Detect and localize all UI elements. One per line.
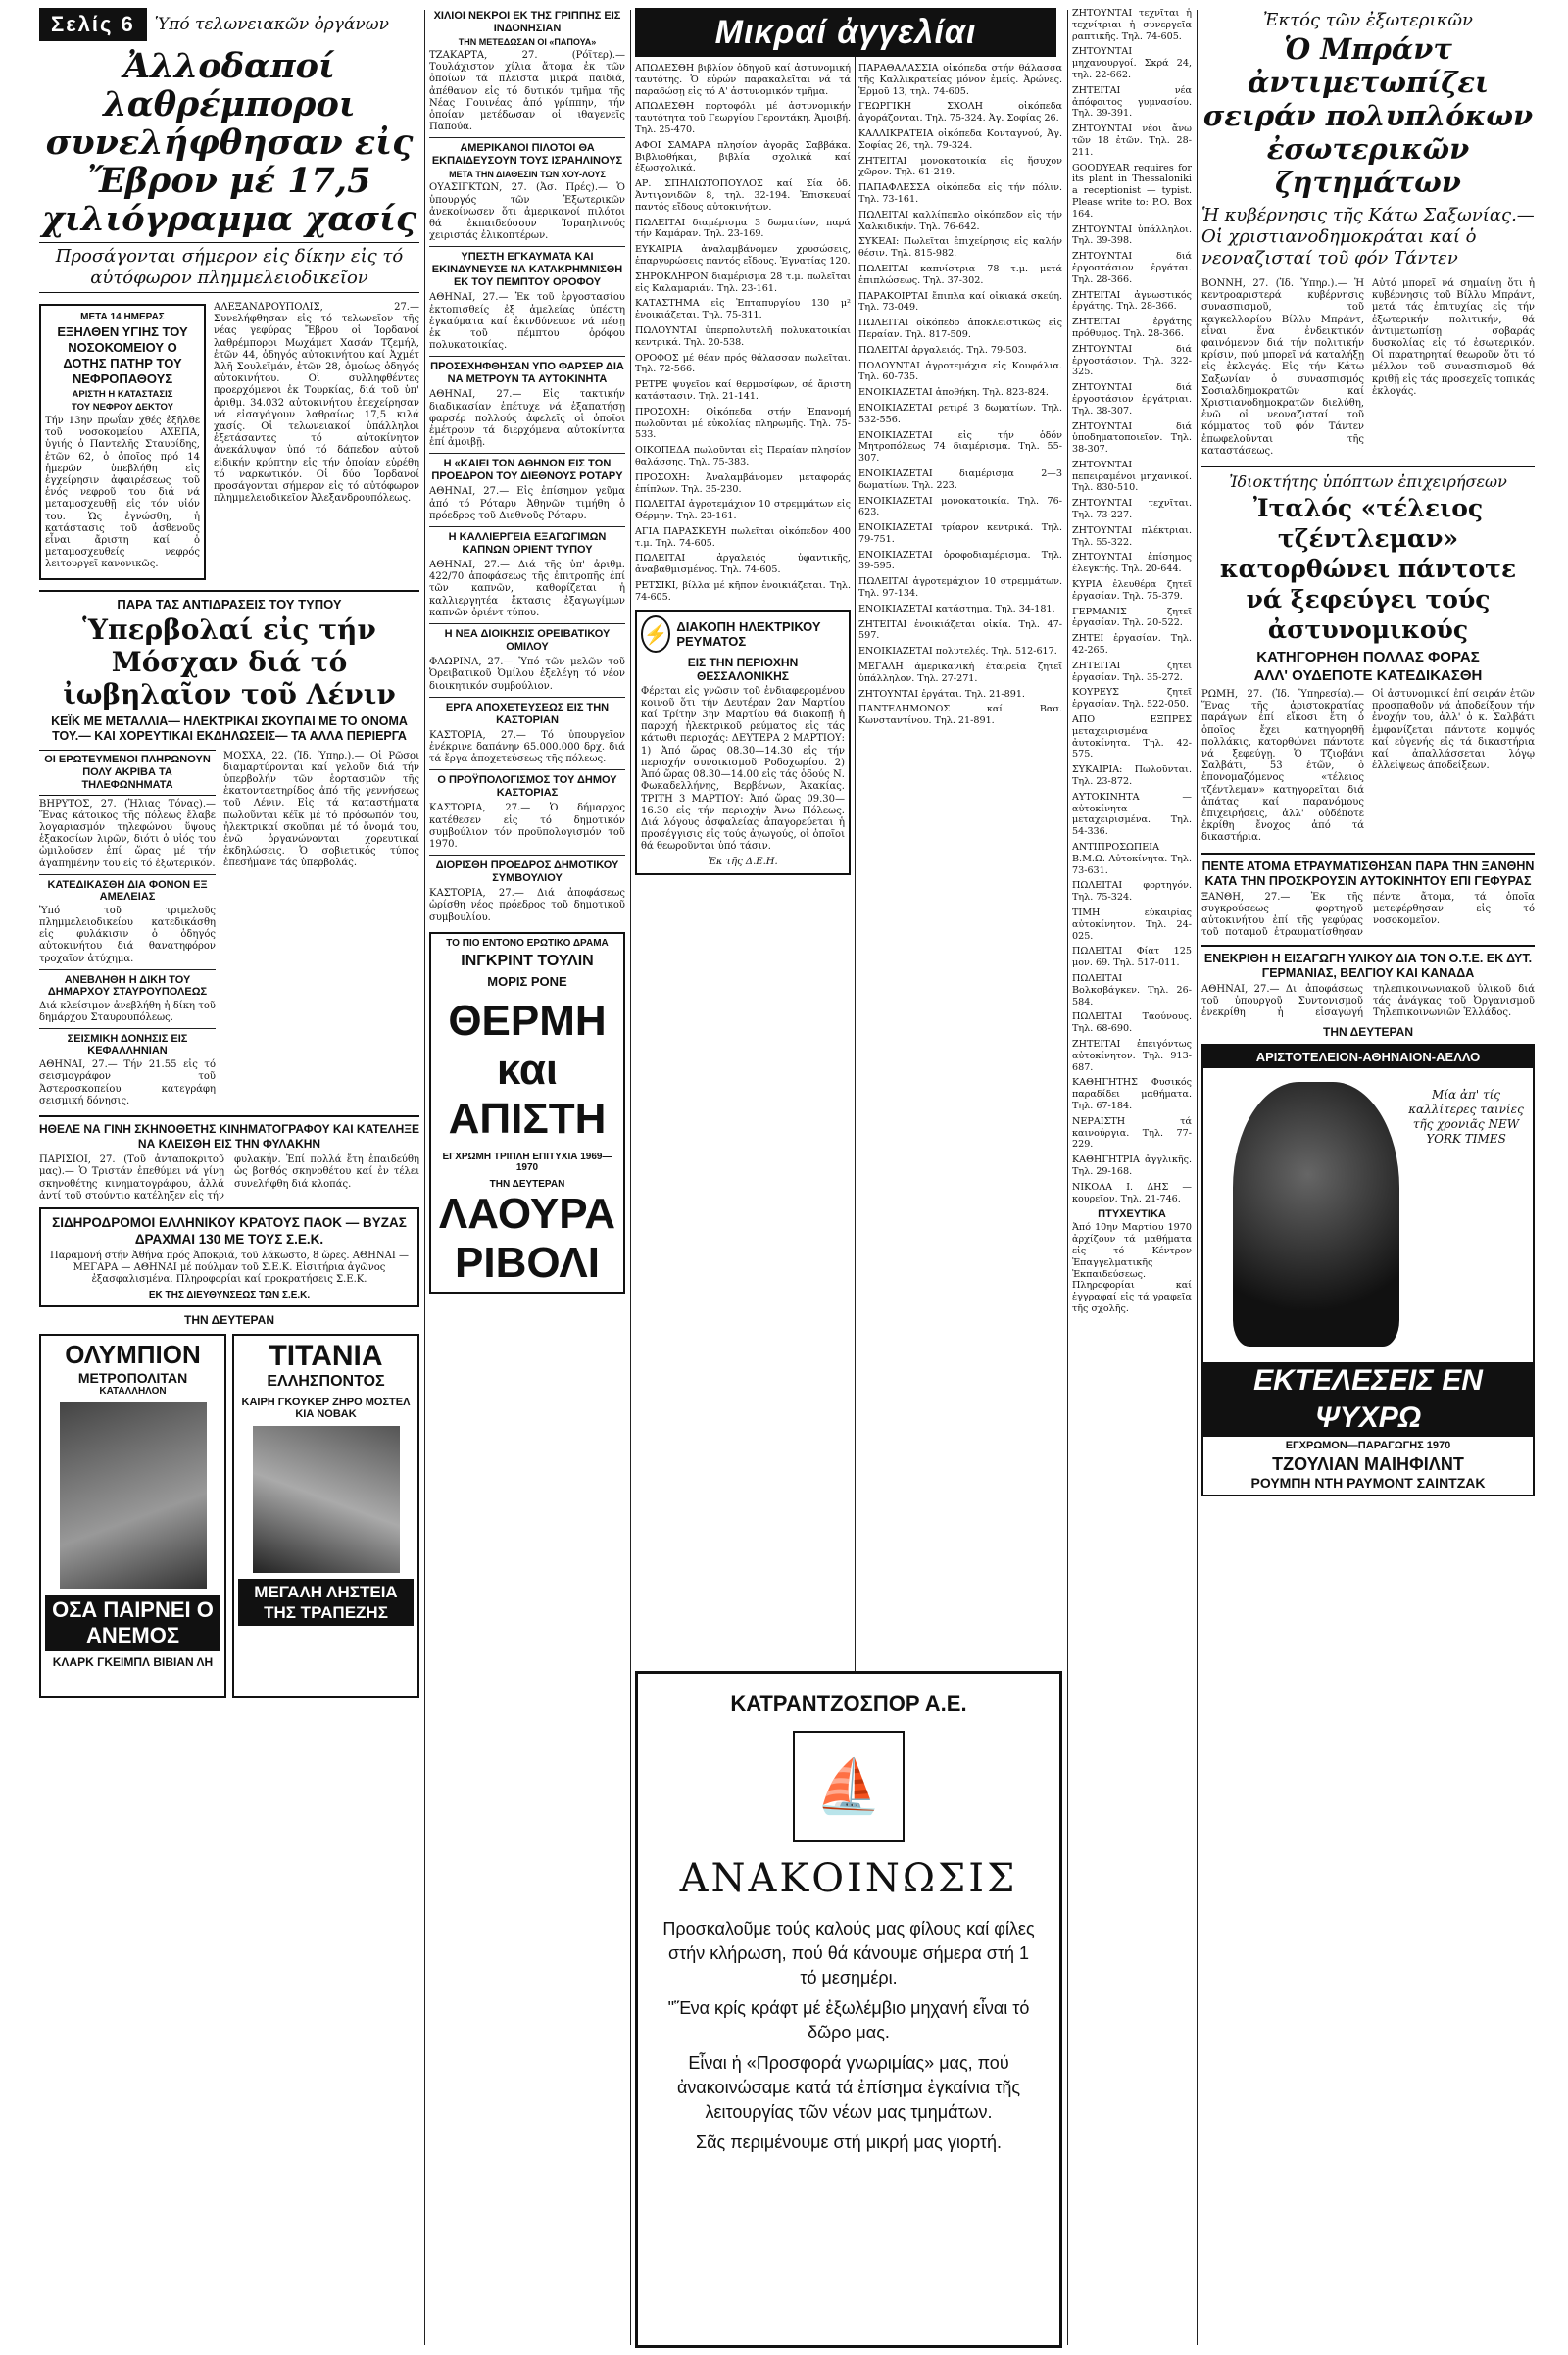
headline: Ὁ Μπράντ ἀντιμετωπίζει σειράν πολυπλόκων ἐσωτερικῶν ζητημάτων [1202,32,1534,199]
classified-ad: GOODYEAR requires for its plant in Thessaloniki a receptionist — typist. Please write to: P.O. Box 164. [1072,162,1192,220]
classified-ad: ΕΝΟΙΚΙΑΖΕΤΑΙ εἰς τήν ὁδόν Μητροπόλεως 74 διαμέρισμα. Τηλ. 55-307. [858,429,1062,465]
classified-ad: ΠΩΛΕΙΤΑΙ Βολκσβάγκεν. Τηλ. 26-584. [1072,972,1192,1007]
subheading: ΥΠΕΣΤΗ ΕΓΚΑΥΜΑΤΑ ΚΑΙ ΕΚΙΝΔΥΝΕΥΣΕ ΝΑ ΚΑΤΑΚΡΗΜΝΙΣΘΗ ΕΚ ΤΟΥ ΠΕΜΠΤΟΥ ΟΡΟΦΟΥ [431,251,623,289]
classified-ad: ΠΩΛΕΙΤΑΙ φορτηγόν. Τηλ. 75-324. [1072,880,1192,904]
notice-subtitle: ΕΙΣ ΤΗΝ ΠΕΡΙΟΧΗΝ ΘΕΣΣΑΛΟΝΙΚΗΣ [687,655,799,683]
article-text: ΑΘΗΝΑΙ, 27.— Δι' ἀποφάσεως τοῦ ὑπουργοῦ Συντονισμοῦ ἐνεκρίθη ἡ εἰσαγωγή τηλεπικοινωνιακοῦ ὑλικοῦ διά τάς ἀνάγκας τοῦ Ὀργανισμοῦ Τηλεπικοινωνιῶν Ἑλλάδος. [1201,983,1535,1018]
classified-ad: ΖΗΤΕΙΤΑΙ νέα ἀπόφοιτος γυμνασίου. Τηλ. 39-391. [1072,84,1192,120]
classified-ad: ΖΗΤΟΥΝΤΑΙ τεχνῖται ἡ τεχνίτριαι ἡ συνεργεῖα ραπτικῆς. Τηλ. 74-605. [1072,8,1192,42]
film-cast: ΚΑΙΡΗ ΓΚΟΥΚΕΡ ΖΗΡΟ ΜΟΣΤΕΛ ΚΙΑ ΝΟΒΑΚ [241,1396,411,1420]
cinema-sub: ΕΛΛΗΣΠΟΝΤΟΣ [267,1372,385,1390]
cinema-header: ΤΗΝ ΔΕΥΤΕΡΑΝ [184,1312,274,1327]
company-name: ΚΑΤΡΑΝΤΖΟΣΠΟΡ Α.Ε. [730,1692,967,1716]
classified-ad: ΑΓΙΑ ΠΑΡΑΣΚΕΥΗ πωλεῖται οἰκόπεδον 400 τ.μ. Τηλ. 74-605. [635,525,851,549]
classifieds-list [1072,8,1192,1204]
subheading: ΤΗΝ ΜΕΤΕΔΩΣΑΝ ΟΙ «ΠΑΠΟΥΑ» [458,37,597,47]
classified-ad: ΕΝΟΙΚΙΑΖΕΤΑΙ τρίαρον κεντρικά. Τηλ. 79-751. [858,522,1062,545]
classified-ad: ΣΥΚΑΙΡΙΑ: Πωλοῦνται. Τηλ. 23-872. [1072,764,1192,788]
cinema-quote: Μία ἀπ' τίς καλλίτερες ταινίες τῆς χρονιᾶς NEW YORK TIMES [1408,1088,1524,1147]
ad-title: ΤΟ ΠΙΟ ΕΝΤΟΝΟ ΕΡΩΤΙΚΟ ΔΡΑΜΑ [446,937,609,949]
announcement-text: Εἶναι ἡ «Προσφορά γνωριμίας» μας, πού ἀνακοινώσαμε κατά τά ἐπίσημα ἐγκαίνια τῆς λειτουργίας τῶν νέων μας τμημάτων. [676,2053,1021,2122]
film-title: ΘΕΡΜΗ και ΑΠΙΣΤΗ [448,996,607,1143]
subheading: Η ΚΑΛΛΙΕΡΓΕΙΑ ΕΞΑΓΩΓΙΜΩΝ ΚΑΠΝΩΝ ΟΡΙΕΝΤ ΤΥΠΟΥ [448,531,607,557]
classified-ad: ΖΗΤΟΥΝΤΑΙ διά ὑποδηματοποιεῖον. Τηλ. 38-307. [1072,420,1192,456]
column-rule [1197,10,1198,2345]
article-text: ΑΘΗΝΑΙ, 27.— Τήν 21.55 εἰς τό σεισμογράφον τοῦ Ἀστεροσκοπείου κατεγράφη σεισμική δόνησις. [39,1059,216,1106]
classified-ad: ΕΝΟΙΚΙΑΖΕΤΑΙ ἀποθήκη. Τηλ. 823-824. [858,387,1049,399]
subheading: ΕΝΕΚΡΙΘΗ Η ΕΙΣΑΓΩΓΗ ΥΛΙΚΟΥ ΔΙΑ ΤΟΝ Ο.Τ.Ε. ΕΚ ΔΥΤ. ΓΕΡΜΑΝΙΑΣ, ΒΕΛΓΙΟΥ ΚΑΙ ΚΑΝΑΔΑ [1203,951,1533,980]
classified-ad: ΕΝΟΙΚΙΑΖΕΤΑΙ πολυτελές. Τηλ. 512-617. [858,646,1057,658]
classified-ad: ΠΡΟΣΟΧΗ: Ἀναλαμβάνομεν μεταφοράς ἐπίπλων. Τηλ. 35-230. [635,471,851,495]
cinema-sub: ΜΕΤΡΟΠΟΛΙΤΑΝ [77,1369,188,1386]
classified-ad: ΠΩΛΕΙΤΑΙ διαμέρισμα 3 δωματίων, παρά τήν Καμάραν. Τηλ. 23-169. [635,217,851,240]
box-footer: ΕΚ ΤΗΣ ΔΙΕΥΘΥΝΣΕΩΣ ΤΩΝ Σ.Ε.Κ. [148,1289,311,1300]
classified-ad: ΖΗΤΟΥΝΤΑΙ τεχνῖται. Τηλ. 73-227. [1072,498,1192,521]
classified-ad: ΣΥΚΕΑΙ: Πωλεῖται ἐπιχείρησις εἰς καλήν θέσιν. Τηλ. 815-982. [858,236,1062,260]
column-rule [1067,10,1068,2345]
classified-ad: ΚΑΘΗΓΗΤΡΙΑ ἀγγλικῆς. Τηλ. 29-168. [1072,1154,1192,1177]
ad-note: ΕΓΧΡΩΜΗ ΤΡΙΠΛΗ ΕΠΙΤΥΧΙΑ 1969—1970 [442,1151,612,1173]
classified-ad: ΠΡΟΣΟΧΗ: Οἰκόπεδα στήν Ἐπανομή πωλοῦνται μέ εὐκολίας πληρωμῆς. Τηλ. 75-533. [635,406,851,441]
box-title: ΟΙ ΕΡΩΤΕΥΜΕΝΟΙ ΠΛΗΡΩΝΟΥΝ ΠΟΛΥ ΑΚΡΙΒΑ ΤΑ ΤΗΛΕΦΩΝΗΜΑΤΑ [39,750,216,796]
subheading: ΚΑΤΕΔΙΚΑΣΘΗ ΔΙΑ ΦΟΝΟΝ ΕΞ ΑΜΕΛΕΙΑΣ [47,878,208,903]
classified-ad: ΑΡ. ΣΠΗΛΙΩΤΟΠΟΥΛΟΣ καί Σία ὁδ. Ἀντιγονιδῶν 8, τηλ. 32-194. Ἐπισκευαί παντός εἴδους αὐτοκινήτων. [635,178,851,213]
article-text: ΑΘΗΝΑΙ, 27.— Διά τῆς ὑπ' ἀριθμ. 422/70 ἀποφάσεως τῆς ἐπιτροπῆς ἐπί τῶν καπνῶν, καθορίζεται ἡ καλλιεργητέα ἔκτασις ἐξαγωγίμων καπνῶν ὀριέντ τύπου. [429,560,625,618]
classified-ad: ΕΝΟΙΚΙΑΖΕΤΑΙ ρετιρέ 3 δωματίων. Τηλ. 532-556. [858,402,1062,425]
classified-ad: ΕΝΟΙΚΙΑΖΕΤΑΙ ὁροφοδιαμέρισμα. Τηλ. 39-595. [858,549,1062,572]
classified-ad: ΠΑΡΑΚΟΙΡΤΑΙ ἔπιπλα καί οἰκιακά σκεύη. Τηλ. 73-049. [858,290,1062,314]
cinema-name: ΛΑΟΥΡΑ ΡΙΒΟΛΙ [438,1189,616,1287]
classified-ad: ΠΑΡΑΘΑΛΑΣΣΙΑ οἰκόπεδα στήν θάλασσα τῆς Καλλικρατείας μόνον ἐμείς. Ἀρώνες. Ἑρμοῦ 13, τηλ. 74-605. [858,63,1062,97]
article-text: ΞΑΝΘΗ, 27.— Ἐκ τῆς συγκρούσεως φορτηγοῦ αὐτοκινήτου ἐπί τῆς γεφύρας τοῦ ποταμοῦ ἐτραυματίσθησαν πέντε ἄτομα, τά ὁποῖα μετεφέρθησαν εἰς τό νοσοκομεῖον. [1201,891,1535,939]
article-text: Ἀπό 10ην Μαρτίου 1970 ἀρχίζουν τά μαθήματα εἰς τό Κέντρον Ἐπαγγελματικῆς Ἐκπαιδεύσεως. Πληροφορίαι καί ἐγγραφαί εἰς τά γραφεῖα τῆς σχολῆς. [1072,1222,1192,1314]
classified-ad: ΤΙΜΗ εὐκαιρίας αὐτοκίνητον. Τηλ. 24-025. [1072,907,1192,942]
article-text: ΦΛΩΡΙΝΑ, 27.— Ὑπό τῶν μελῶν τοῦ Ὀρειβατικοῦ Ὀμίλου ἐξελέγη τό νέον διοικητικόν συμβούλιον. [429,657,625,692]
notice-title: ΔΙΑΚΟΠΗ ΗΛΕΚΤΡΙΚΟΥ ΡΕΥΜΑΤΟΣ [676,618,821,649]
subheading: ΧΙΛΙΟΙ ΝΕΚΡΟΙ ΕΚ ΤΗΣ ΓΡΙΠΠΗΣ ΕΙΣ ΙΝΔΟΝΗΣΙΑΝ [433,10,621,34]
article-text: ΑΘΗΝΑΙ, 27.— Εἰς τακτικήν διαδικασίαν ἐπέτυχε νά ἐξαπατήσῃ φαρσέρ πολλούς ἀφελεῖς οἱ ὁποῖοι ἐμέτρουν τά διερχόμενα αὐτοκίνητα ἐπί ἀμοιβῇ. [429,389,625,449]
headline: Ὑπερβολαί εἰς τήν Μόσχαν διά τό ἰωβηλαῖον τοῦ Λένιν [63,613,396,711]
column-6 [1201,8,1535,2345]
film-title: ΜΕΓΑΛΗ ΛΗΣΤΕΙΑ ΤΗΣ ΤΡΑΠΕΖΗΣ [238,1579,414,1626]
classified-ad: ΖΗΤΟΥΝΤΑΙ πεπειραμένοι μηχανικοί. Τηλ. 830-510. [1072,459,1192,494]
subheading: ΕΡΓΑ ΑΠΟΧΕΤΕΥΣΕΩΣ ΕΙΣ ΤΗΝ ΚΑΣΤΟΡΙΑΝ [445,701,610,726]
classified-ad: ΖΗΤΕΙΤΑΙ μονοκατοικία εἰς ἥσυχον χῶρον. Τηλ. 61-219. [858,155,1062,178]
subheading: ΑΝΕΒΛΗΘΗ Η ΔΙΚΗ ΤΟΥ ΔΗΜΑΡΧΟΥ ΣΤΑΥΡΟΥΠΟΛΕΩΣ [47,973,208,998]
classified-ad: ΠΩΛΕΙΤΑΙ ἀργαλειός. Τηλ. 79-503. [858,344,1027,356]
article-text: ΡΩΜΗ, 27. (Ἰδ. Ὑπηρεσία).— Ἕνας τῆς ἀριστοκρατίας παράγων ἐπί εἴκοσι ἔτη ὁ ὁποῖος ἔχει κατηγορηθῆ πολλάκις, κατορθώνει πάντοτε νά ξεφεύγῃ. Ὁ Τζιοβάνι Σαλβάτι, 53 ἐτῶν, ὁ ἐπονομαζόμενος «τέλειος τζέντλεμαν» κατηγορεῖται διά ἀπάτας καί παρανόμους ἐπιχειρήσεις, ἀλλ' οὐδέποτε ἐκρίθη ἔνοχος ἀπό τά δικαστήρια. [1201,689,1364,844]
film-title: ΟΣΑ ΠΑΙΡΝΕΙ Ο ΑΝΕΜΟΣ [45,1595,220,1651]
column-rule [424,10,425,2345]
classified-ad: ΜΕΓΑΛΗ ἀμερικανική ἑταιρεία ζητεῖ ὑπάλληλον. Τηλ. 27-271. [858,662,1062,684]
ad-costar: ΜΟΡΙΣ ΡΟΝΕ [487,973,567,989]
subhead: ΚΕΪΚ ΜΕ ΜΕΤΑΛΛΙΑ— ΗΛΕΚΤΡΙΚΑΙ ΣΚΟΥΠΑΙ ΜΕ ΤΟ ΟΝΟΜΑ ΤΟΥ.— ΚΑΙ ΧΟΡΕΥΤΙΚΑΙ ΕΚΔΗΛΩΣΕΙΣ— ΤΑ ΑΛΛΑ ΠΕΡΙΕΡΓΑ [51,713,408,743]
classified-ad: ΕΝΟΙΚΙΑΖΕΤΑΙ μονοκατοικία. Τηλ. 76-623. [858,495,1062,518]
notice-text: Φέρεται εἰς γνῶσιν τοῦ ἐνδιαφερομένου κοινοῦ ὅτι τήν Δευτέραν 2αν Μαρτίου καί Τρίτην 3ην Μαρτίου θά διακοπῇ ἡ παροχή ἠλεκτρικοῦ ρεύματος εἰς τάς κάτωθι περιοχάς: ΔΕΥΤΕΡΑ 2 ΜΑΡΤΙΟΥ: 1) Ἀπό ὥρας 08.30—14.30 εἰς τήν περιοχήν συνοικισμοῦ Ροδοχωρίου. 2) Ἀπό ὥρας 08.30—14.00 εἰς τάς ὁδούς Ν. Φωκαδελλήνης, Βερβένων, Ἀκακίας. ΤΡΙΤΗ 3 ΜΑΡΤΙΟΥ: Ἀπό ὥρας 09.30—16.30 εἰς τήν περιοχήν Ἀνω Πόλεως. Διά λόγους ἀσφαλείας ἀπαγορεύεται ἡ προσέγγισις εἰς τούς ἀγωγούς, οἱ ὁποῖοι θά θεωροῦνται ὑπό τάσιν. [641,685,845,853]
classified-ad: ΑΥΤΟΚΙΝΗΤΑ — αὐτοκίνητα μεταχειρισμένα. Τηλ. 54-336. [1072,791,1192,838]
article-text: ΑΛΕΞΑΝΔΡΟΥΠΟΛΙΣ, 27.— Συνελήφθησαν εἰς τό τελωνεῖον τῆς νέας γεφύρας Ἔβρου οἱ Ἰορδανοί λαθρέμποροι Μωχάμετ Χασάν Τζεμήλ, ἐτῶν 44, ὁδηγός αὐτοκινήτου καί Ἀχμέτ Ἀλῆ Σουλεϊμάν, ἐτῶν 28, ὁμοίως ὁδηγός αὐτοκινήτου. Οἱ συλληφθέντες προερχόμενοι ἐκ Τουρκίας, διά τοῦ ὑπ' ἀριθμ. 34.032 αὐτοκινήτου ἐπεχείρησαν νά εἰσαγάγουν λαθραίως 17,5 κιλά χασίς. Οἱ τελωνειακοί ὑπάλληλοι ἐξετάσαντες τό αὐτοκίνητον ἀνεκάλυψαν ὑπό τό δάπεδον αὐτοῦ εἰδικήν κρύπτην εἰς τήν ὁποίαν εὑρέθη τό ναρκωτικόν. Οἱ δύο Ἰορδανοί προσάγονται σήμερον εἰς τό αὐτόφωρον πλημμελειοδικεῖον Ἀλεξανδρουπόλεως. [214,302,419,505]
article-text: ΑΘΗΝΑΙ, 27.— Εἰς ἐπίσημον γεῦμα ἀπό τό Ρόταρυ Ἀθηνῶν τιμήθη ὁ πρόεδρος τοῦ Διεθνοῦς Ρόταρυ. [429,486,625,521]
article-text: ΑΘΗΝΑΙ, 27.— Ἐκ τοῦ ἐργοστασίου ἐκτοπισθείς ἐξ ἀμελείας ὑπέστη ἐγκαύματα καί ἐκινδύνευσε νά πέσῃ ἐκ τοῦ πέμπτου ὀρόφου πολυκατοικίας. [429,292,625,352]
subhead: ΚΑΤΗΓΟΡΗΘΗ ΠΟΛΛΑΣ ΦΟΡΑΣ [1256,649,1480,666]
subheading: ΠΕΝΤΕ ΑΤΟΜΑ ΕΤΡΑΥΜΑΤΙΣΘΗΣΑΝ ΠΑΡΑ ΤΗΝ ΞΑΝΘΗΝ ΚΑΤΑ ΤΗΝ ΠΡΟΣΚΡΟΥΣΙΝ ΑΥΤΟΚΙΝΗΤΟΥ ΕΠΙ ΓΕΦΥΡΑΣ [1201,859,1535,888]
notice-footer: Ἐκ τῆς Δ.Ε.Η. [708,856,778,867]
box-sub: ΑΡΙΣΤΗ Η ΚΑΤΑΣΤΑΣΙΣ [72,389,173,400]
cinema-name: ΟΛΥΜΠΙΟΝ [65,1339,201,1369]
subhead: Προσάγονται σήμερον εἰς δίκην εἰς τό αὐτόφωρον πλημμελειοδικεῖον [39,242,419,293]
film-production: ΕΓΧΡΩΜΟΝ—ΠΑΡΑΓΩΓΗΣ 1970 [1285,1440,1451,1452]
classified-ad: ΠΩΛΕΙΤΑΙ οἰκόπεδο ἀποκλειστικῶς εἰς Περαίαν. Τηλ. 817-509. [858,318,1062,340]
ad-note: ΤΗΝ ΔΕΥΤΕΡΑΝ [489,1178,565,1190]
classified-ad: ΖΗΤΟΥΝΤΑΙ διά ἐργοστάσιον ἐργάτριαι. Τηλ. 38-307. [1072,382,1192,417]
film-cast: ΤΖΟΥΛΙΑΝ ΜΑΙΗΦΙΛΝΤ [1272,1454,1464,1475]
classified-ad: ΖΗΤΕΙΤΑΙ ζητεῖ ἐργασίαν. Τηλ. 35-272. [1072,660,1192,683]
classified-ad: ΖΗΤΟΥΝΤΑΙ ἐργάται. Τηλ. 21-891. [858,688,1025,700]
classified-ad: ΠΩΛΕΙΤΑΙ ἀγροτεμάχιον 10 στρεμμάτων εἰς Θέρμην. Τηλ. 23-161. [635,499,851,522]
classified-ad: ΠΑΝΤΕΛΗΜΩΝΟΣ καί Βασ. Κωνσταντίνου. Τηλ. 21-891. [858,704,1062,727]
classified-ad: ΠΩΛΕΙΤΑΙ καπνίστρια 78 τ.μ. μετά ἐπιπλώσεως. Τηλ. 37-302. [858,263,1062,286]
classified-ad: ΠΩΛΕΙΤΑΙ καλλίπεπλο οἰκόπεδον εἰς τήν Χαλκιδικήν. Τηλ. 76-642. [858,209,1062,232]
article-text: ΤΖΑΚΑΡΤΑ, 27. (Ρόϊτερ).— Τουλάχιστον χίλια ἄτομα ἐκ τῶν ὁποίων τά πλεῖστα μικρά παιδιά, ἀπέθανον εἰς τό δυτικόν τμῆμα τῆς Νέας Γουινέας ἀπό γρίππην, τήν ὁποίαν μετέδωσαν οἱ ιθαγενεῖς Παπούα. [429,50,625,133]
subheading: ΑΜΕΡΙΚΑΝΟΙ ΠΙΛΟΤΟΙ ΘΑ ΕΚΠΑΙΔΕΥΣΟΥΝ ΤΟΥΣ ΙΣΡΑΗΛΙΝΟΥΣ [431,142,623,168]
classified-ad: ΟΡΟΦΟΣ μέ θέαν πρός θάλασσαν πωλεῖται. Τηλ. 72-566. [635,352,851,375]
film-title: ΕΚΤΕΛΕΣΕΙΣ ΕΝ ΨΥΧΡΩ [1203,1362,1533,1437]
subheading: Η «ΚΑΙΕΙ ΤΩΝ ΑΘΗΝΩΝ ΕΙΣ ΤΩΝ ΠΡΟΕΔΡΟΝ ΤΟΥ ΔΙΕΘΝΟΥΣ ΡΟΤΑΡΥ [431,458,623,483]
classified-ad: ΑΠΩΛΕΣΘΗ βιβλίον ὁδηγοῦ καί ἀστυνομική ταυτότης. Ὁ εὑρών παρακαλεῖται νά τά παραδώσῃ εἰς τό Α' ἀστυνομικόν τμῆμα. [635,63,851,97]
classified-ad: ΠΩΛΕΙΤΑΙ ἀργαλειός ὑφαντικῆς, ἀναβαθμισμένος. Τηλ. 74-605. [635,553,851,576]
cinema-loc: ΚΑΤΑΛΛΗΛΟΝ [99,1385,167,1397]
classified-ad: ΑΦΟΙ ΣΑΜΑΡΑ πλησίον ἀγορᾶς Σαββάκα. Βιβλιοθήκαι, βιβλία σχολικά καί ἐξωσχολικά. [635,139,851,174]
classified-ad: ΣΗΡΟΚΛΗΡΟΝ διαμέρισμα 28 τ.μ. πωλεῖται εἰς Καλαμαριάν. Τηλ. 23-161. [635,270,851,294]
classified-ad: ΑΠΩΛΕΣΘΗ πορτοφόλι μέ ἀστυνομικήν ταυτότητα τοῦ Γεωργίου Γεροντάκη. Ἀμοιβή. Τηλ. 25-470. [635,101,851,135]
classifieds-list [858,63,1062,727]
classified-ad: ΡΕΤΡΕ ψυγεῖον καί θερμοσίφων, σέ ἄριστη κατάστασιν. Τηλ. 21-141. [635,379,851,402]
cinema-header: ΤΗΝ ΔΕΥΤΕΡΑΝ [1323,1025,1413,1040]
classified-ad: ΡΕΤΣΙΚΙ, βίλλα μέ κῆπον ἐνοικιάζεται. Τηλ. 74-605. [635,580,851,603]
classified-ad: ΠΑΠΑΦΛΕΣΣΑ οἰκόπεδα εἰς τήν πόλιν. Τηλ. 73-161. [858,182,1062,205]
company-announcement [635,1671,1062,2348]
film-poster-image [1233,1082,1399,1347]
classified-ad: ΕΥΚΑΙΡΙΑ ἀναλαμβάνομεν χρυσώσεις, ἐπαργυρώσεις παντός εἴδους. Ἐγνατίας 120. [635,244,851,267]
classified-ad: ΓΕΡΜΑΝΙΣ ζητεῖ ἐργασίαν. Τηλ. 20-522. [1072,606,1192,629]
article-text: ΠΑΡΙΣΙΟΙ, 27. (Τοῦ ἀνταποκριτοῦ μας).— Ὁ Τριστάν ἐπεθύμει νά γίνῃ σκηνοθέτης κινηματογράφου, ἀλλά ἀντί τοῦ στούντιο κατέληξεν εἰς τήν φυλακήν. Ἐπί πολλά ἔτη ἐπαιδεύθη ὡς βοηθός σκηνοθέτου καί ἐν τέλει συνελήφθη διά κλοπάς. [39,1154,419,1202]
film-poster-image [60,1402,207,1589]
subheading: ΠΤΥΧΕΥΤΙΚΑ [1098,1208,1166,1221]
article-text: ΜΟΣΧΑ, 22. (Ἰδ. Ὑπηρ.).— Οἱ Ρῶσοι διαμαρτύρονται καί γελοῦν διά τήν ὑπερβολήν τῶν ἑορτασμῶν τῆς ἑκατονταετηρίδος ἀπό τῆς γεννήσεως τοῦ Λένιν. Εἰς τά καταστήματα πωλοῦνται κέϊκ μέ τό πρόσωπόν του, ἠλεκτρικαί σκοῦπαι μέ τό ὄνομά του, ἐνῶ ὀργανώνονται χορευτικαί ἐκδηλώσεις. Ὁ σοβιετικός τύπος ἐπεσήμανε τάς ὑπερβολάς. [223,750,419,869]
subhead: ΑΛΛ' ΟΥΔΕΠΟΤΕ ΚΑΤΕΔΙΚΑΣΘΗ [1253,667,1483,685]
classified-ad: ΚΑΤΑΣΤΗΜΑ εἰς Ἐπταπυργίου 130 μ² ἐνοικιάζεται. Τηλ. 75-311. [635,298,851,321]
classified-ad: ΕΝΟΙΚΙΑΖΕΤΑΙ διαμέρισμα 2—3 δωματίων. Τηλ. 223. [858,467,1062,491]
subhead: Ἡ κυβέρνησις τῆς Κάτω Σαξωνίας.— Οἱ χριστιανοδημοκράται καί ὁ νεοναζισταί τοῦ φόν Τάντεν [1201,205,1535,269]
box-title: ΕΞΗΛΘΕΝ ΥΓΙΗΣ ΤΟΥ ΝΟΣΟΚΟΜΕΙΟΥ Ο ΔΟΤΗΣ ΠΑΤΗΡ ΤΟΥ ΝΕΦΡΟΠΑΘΟΥΣ [57,324,188,386]
column-1 [39,8,419,2345]
ad-star: ΙΝΓΚΡΙΝΤ ΤΟΥΛΙΝ [461,952,594,969]
subheading: ΣΕΙΣΜΙΚΗ ΔΟΝΗΣΙΣ ΕΙΣ ΚΕΦΑΛΛΗΝΙΑΝ [67,1033,188,1057]
article-text: ΚΑΣΤΟΡΙΑ, 27.— Ὁ δήμαρχος κατέθεσεν εἰς τό δημοτικόν συμβούλιον τόν προϋπολογισμόν τοῦ 1970. [429,803,625,850]
boat-logo-image: ⛵ [793,1731,905,1842]
classified-ad: ΟΙΚΟΠΕΔΑ πωλοῦνται εἰς Περαίαν πλησίον θαλάσσης. Τηλ. 75-383. [635,445,851,467]
subheading: ΔΙΟΡΙΣΘΗ ΠΡΟΕΔΡΟΣ ΔΗΜΟΤΙΚΟΥ ΣΥΜΒΟΥΛΙΟΥ [435,859,619,885]
classified-ad: ΖΗΤΟΥΝΤΑΙ ἐπίσημος ἐλεγκτής. Τηλ. 20-644. [1072,552,1192,575]
classified-ad: ΖΗΤΟΥΝΤΑΙ νέοι ἄνω τῶν 18 ἐτῶν. Τηλ. 28-211. [1072,123,1192,158]
classified-ad: ΖΗΤΕΙΤΑΙ ἐργάτης πρόθυμος. Τηλ. 28-366. [1072,317,1192,339]
classified-ad: ΝΙΚΟΛΑ Ι. ΔΗΣ — κουρεῖον. Τηλ. 21-746. [1072,1181,1192,1204]
film-poster-image [253,1426,400,1573]
subheading: ΗΘΕΛΕ ΝΑ ΓΙΝΗ ΣΚΗΝΟΘΕΤΗΣ ΚΙΝΗΜΑΤΟΓΡΑΦΟΥ ΚΑΙ ΚΑΤΕΛΗΞΕ ΝΑ ΚΛΕΙΣΘΗ ΕΙΣ ΤΗΝ ΦΥΛΑΚΗΝ [39,1122,419,1152]
classified-ad: ΖΗΤΟΥΝΤΑΙ διά ἐργοστάσιον ἐργάται. Τηλ. 28-366. [1072,251,1192,285]
classified-ad: ΝΕΡΑΙΣΤΗ τά καινούργια. Τηλ. 77-229. [1072,1115,1192,1151]
kicker: Ἰδιοκτήτης ὑπόπτων ἐπιχειρήσεων [1229,472,1507,492]
article-text: ΟΥΑΣΙΓΚΤΩΝ, 27. (Ἀσ. Πρές).— Ὁ ὑπουργός τῶν Ἐξωτερικῶν ἀνεκοίνωσεν ὅτι ἀμερικανοί πιλότοι θά ἐκπαιδεύσουν Ἰσραηλινούς χειριστάς ἐλικοπτέρων. [429,182,625,242]
announcement-text: Προσκαλοῦμε τούς καλούς μας φίλους καί φίλες στήν κλήρωση, πού θά κάνουμε σήμερα στή 1 τό μεσημέρι. [662,1919,1035,1987]
classified-ad: ΖΗΤΕΙΤΑΙ ἀγνωστικός ἐργάτης. Τηλ. 28-366. [1072,289,1192,313]
headline: Ἀλλοδαποί λαθρέμποροι συνελήφθησαν εἰς Ἔβρον μέ 17,5 χιλιόγραμμα χασίς [41,46,417,239]
classified-ad: ΖΗΤΟΥΝΤΑΙ ὑπάλληλοι. Τηλ. 39-398. [1072,223,1192,247]
film-cast: ΡΟΥΜΠΗ ΝΤΗ ΡΑΥΜΟΝΤ ΣΑΙΝΤΖΑΚ [1250,1475,1486,1492]
subheading: Ο ΠΡΟΫΠΟΛΟΓΙΣΜΟΣ ΤΟΥ ΔΗΜΟΥ ΚΑΣΤΟΡΙΑΣ [437,774,617,800]
classified-ad: ΠΩΛΕΙΤΑΙ ἀγροτεμάχιον 10 στρεμμάτων. Τηλ. 97-134. [858,576,1062,600]
classified-ad: ΖΗΤΕΙΤΑΙ ἐπειγόντως αὐτοκίνητον. Τηλ. 913-687. [1072,1038,1192,1073]
kicker: Ἐκτός τῶν ἐξωτερικῶν [1263,10,1473,30]
classified-ad: ΕΝΟΙΚΙΑΖΕΤΑΙ κατάστημα. Τηλ. 34-181. [858,603,1055,614]
article-text: ΚΑΣΤΟΡΙΑ, 27.— Διά ἀποφάσεως ὡρίσθη νέος πρόεδρος τοῦ δημοτικοῦ συμβουλίου. [429,888,625,923]
article-text: Ὑπό τοῦ τριμελοῦς πλημμελειοδικείου κατεδικάσθη εἰς φυλάκισιν ὁ ὁδηγός αὐτοκινήτου διά θανατηφόρον τροχαῖον ἀτύχημα. [39,905,216,964]
subheading: ΠΡΟΣΕΧΗΦΘΗΣΑΝ ΥΠΟ ΦΑΡΣΕΡ ΔΙΑ ΝΑ ΜΕΤΡΟΥΝ ΤΑ ΑΥΤΟΚΙΝΗΤΑ [430,361,624,386]
box-sub: ΤΟΥ ΝΕΦΡΟΥ ΔΕΚΤΟΥ [72,402,173,413]
announcement-text: Σᾶς περιμένουμε στή μικρή μας γιορτή. [696,2133,1002,2152]
box-text: Τήν 13ην πρωΐαν χθές ἐξῆλθε τοῦ νοσοκομείου ΑΧΕΠΑ, ὑγιής ὁ Παντελῆς Σταυρίδης, ἐτῶν 62, ὁ ὁποῖος πρό 14 ἡμερῶν ὑπεβλήθη εἰς ἐγχείρησιν ἀφαιρέσεως τοῦ ἑνός νεφροῦ του διά νά μεταμοσχευθῇ εἰς τόν υἱόν του. Ὡς ἐγνώσθη, ἡ κατάστασις τοῦ ἀσθενοῦς εἶναι ἄριστη καί ὁ μεταμοσχευθείς νεφρός λειτουργεῖ κανονικῶς. [45,416,200,570]
article-text: Διά κλείσιμον ἀνεβλήθη ἡ δίκη τοῦ δημάρχου Σταυρουπόλεως. [39,1000,216,1024]
film-stars: ΚΛΑΡΚ ΓΚΕΙΜΠΛ ΒΙΒΙΑΝ ΛΗ [52,1654,214,1669]
classified-ad: ΖΗΤΕΙΤΑΙ ἐνοικιάζεται οἰκία. Τηλ. 47-597. [858,618,1062,642]
classified-ad: ΠΩΛΟΥΝΤΑΙ ἀγροτεμάχια εἰς Κουφάλια. Τηλ. 60-735. [858,360,1062,383]
page-label: Σελίς 6 [39,8,147,41]
announcement-heading: ΑΝΑΚΟΙΝΩΣΙΣ [679,1856,1018,1901]
subheading: Η ΝΕΑ ΔΙΟΙΚΗΣΙΣ ΟΡΕΙΒΑΤΙΚΟΥ ΟΜΙΛΟΥ [444,628,611,654]
cinema-name: ΑΡΙΣΤΟΤΕΛΕΙΟΝ-ΑΘΗΝΑΙΟΝ-ΑΕΛΛΟ [1203,1046,1533,1068]
article-text: ΚΑΣΤΟΡΙΑ, 27.— Τό ὑπουργεῖον ἐνέκρινε δαπάνην 65.000.000 δρχ. διά τά ἔργα ἀποχετεύσεως τῆς πόλεως. [429,729,625,765]
box-title: ΣΙΔΗΡΟΔΡΟΜΟΙ ΕΛΛΗΝΙΚΟΥ ΚΡΑΤΟΥΣ ΠΑΟΚ — ΒΥΖΑΣ ΔΡΑΧΜΑΙ 130 ΜΕ ΤΟΥΣ Σ.Ε.Κ. [52,1214,407,1247]
column-rule [630,10,631,2345]
classified-ad: ΖΗΤΟΥΝΤΑΙ διά ἐργοστάσιον. Τηλ. 322-325. [1072,343,1192,378]
kicker: ΠΑΡΑ ΤΑΣ ΑΝΤΙΔΡΑΣΕΙΣ ΤΟΥ ΤΥΠΟΥ [117,596,342,612]
classified-ad: ΠΩΛΕΙΤΑΙ Φίατ 125 μον. 69. Τηλ. 517-011. [1072,946,1192,969]
classified-ad: ΚΑΛΛΙΚΡΑΤΕΙΑ οἰκόπεδα Κονταγνού, Ἀγ. Σοφίας 26, τηλ. 79-324. [858,127,1062,151]
announcement-text: "Ἕνα κρίς κράφτ μέ ἐξωλέμβιο μηχανή εἶναι τό δῶρο μας. [667,1998,1030,2042]
classified-ad: ΚΑΘΗΓΗΤΗΣ Φυσικός παραδίδει μαθήματα. Τηλ. 67-184. [1072,1077,1192,1111]
classified-ad: ΚΟΥΡΕΥΣ ζητεῖ ἐργασίαν. Τηλ. 522-050. [1072,687,1192,711]
classified-ad: ΑΝΤΙΠΡΟΣΩΠΕΙΑ Β.Μ.Ω. Αὐτοκίνητα. Τηλ. 73-631. [1072,842,1192,876]
classified-ad: ΠΩΛΕΙΤΑΙ Ταούνους. Τηλ. 68-690. [1072,1011,1192,1035]
classified-ad: ΠΩΛΟΥΝΤΑΙ ὑπερπολυτελῆ πολυκατοικίαι κεντρικά. Τηλ. 20-538. [635,324,851,348]
column-2 [429,8,625,2345]
column-5 [1072,8,1192,2345]
classified-ad: ΚΥΡΙΑ ἐλευθέρα ζητεῖ ἐργασίαν. Τηλ. 75-379. [1072,579,1192,602]
classified-ad: ΖΗΤΟΥΝΤΑΙ μηχανουργοί. Σκρά 24, τηλ. 22-662. [1072,46,1192,80]
classified-ad: ΖΗΤΕΙ ἐργασίαν. Τηλ. 42-265. [1072,633,1192,657]
lightning-icon: ⚡ [641,615,670,653]
article-text: Αὐτό μπορεῖ νά σημαίνῃ ὅτι ἡ κυβέρνησις τοῦ Βίλλυ Μπράντ, μετά τάς ἐπιτυχίας εἰς τήν ἐξωτερικήν πολιτικήν, θά ἀντιμετωπίσῃ σοβαράς δυσκολίας εἰς τό ἐσωτερικόν. Οἱ παρατηρηταί θεωροῦν ὅτι τό μέλλον τοῦ συνασπισμοῦ θά κριθῇ εἰς τάς προσεχεῖς τοπικάς ἐκλογάς. [1372,278,1535,397]
article-text: Παραμονή στήν Ἀθήνα πρός Ἀποκριά, τοῦ λάκωστο, 8 ὥρες. ΑΘΗΝΑΙ — ΜΕΓΑΡΑ — ΑΘΗΝΑΙ μέ πούλμαν τοῦ Σ.Ε.Κ. Εἰσιτήρια ἀγῶνος ἐξασφαλισμένα. Πληροφορίαι καί προκρατήσεις Σ.Ε.Κ. [50,1250,409,1286]
article-text: ΒΗΡΥΤΟΣ, 27. (Ἠλιας Τόνας).— Ἕνας κάτοικος τῆς πόλεως ἔλαβε λογαριασμόν τηλεφώνου ὕψους ἑξακοσίων λιρῶν, διότι ὁ υἱός του ὡμιλοῦσεν ἐπί ὥρας μέ τήν ἀγαπημένην του εἰς τό ἐξωτερικόν. [39,798,216,869]
classified-ad: ΓΕΩΡΓΙΚΗ ΣΧΟΛΗ οἰκόπεδα ἀγοράζονται. Τηλ. 75-324. Ἀγ. Σοφίας 26. [858,101,1062,124]
classified-ad: ΖΗΤΟΥΝΤΑΙ πλέκτριαι. Τηλ. 55-322. [1072,524,1192,548]
classifieds-banner: Μικραί ἀγγελίαι [635,8,1056,57]
subheading: ΜΕΤΑ ΤΗΝ ΔΙΑΘΕΣΙΝ ΤΩΝ ΧΟΥ-ΛΟΥΣ [449,170,606,180]
article-text: ΒΟΝΝΗ, 27. (Ἰδ. Ὑπηρ.).— Ἡ κεντροαριστερά κυβέρνησις συνασπισμοῦ, τοῦ καγκελλαρίου Βίλλυ Μπράντ, εἶναι ἕνα ἐνδεικτικόν φαινόμενον διά τήν πολιτικήν κρίσιν, πού μπορεῖ νά καταλήξῃ εἰς ἐκλογάς. Εἰς τήν Κάτω Σαξωνίαν ὁ συνασπισμός Σοσιαλδημοκρατῶν καί Χριστιανοδημοκρατῶν διελύθη, ἐνῶ οἱ νεοναζισταί τοῦ κόμματος τοῦ φόν Τάντεν ἐπωφελοῦνται τῆς καταστάσεως. [1201,278,1364,457]
article-text: Οἱ ἀστυνομικοί ἐπί σειράν ἐτῶν προσπαθοῦν νά ἀποδείξουν τήν ἐνοχήν του, ἀλλ' ὁ κ. Σαλβάτι ἐμφανίζεται πάντοτε κομψός καί εὐγενής εἰς τά δικαστήρια καί ἀπαλλάσσεται λόγῳ ἐλλείψεως ἀποδείξεων. [1372,689,1535,772]
box-kicker: ΜΕΤΑ 14 ΗΜΕΡΑΣ [80,312,165,322]
classified-ad: ΑΠΟ ΕΞΠΡΕΣ μεταχειρισμένα ἀυτοκίνητα. Τηλ. 42-575. [1072,714,1192,760]
kicker: Ὑπό τελωνειακῶν ὀργάνων [154,15,389,34]
headline: Ἰταλός «τέλειος τζέντλεμαν» κατορθώνει πάντοτε νά ξεφεύγει τούς ἀστυνομικούς [1219,494,1517,645]
cinema-name: ΤΙΤΑΝΙΑ [269,1339,383,1372]
classifieds-list [635,63,851,604]
